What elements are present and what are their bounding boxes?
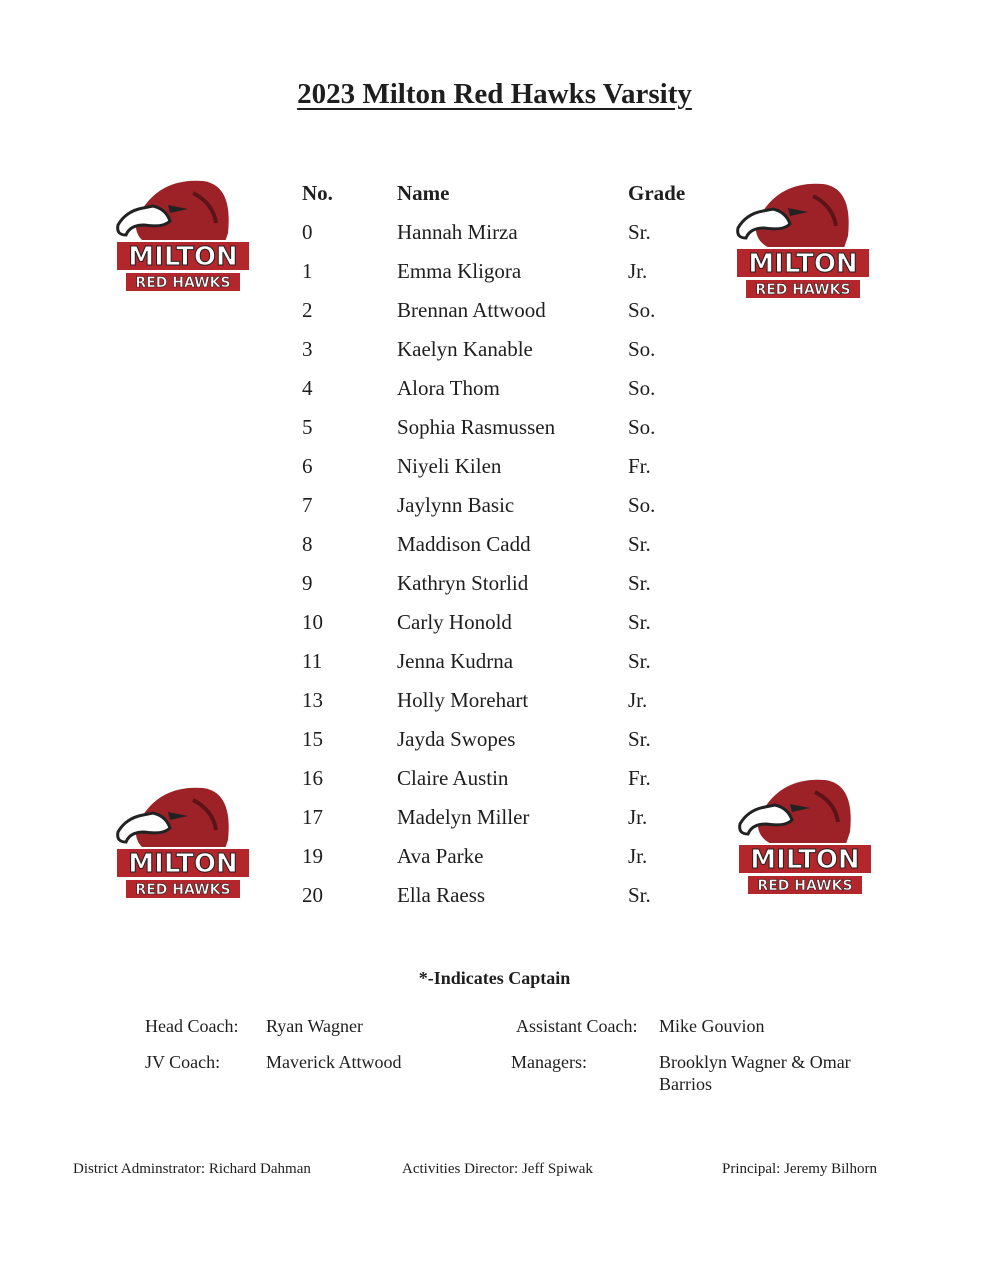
roster-row <box>302 882 722 921</box>
jv-coach-name: Maverick Attwood <box>266 1052 402 1072</box>
player-number: 13 <box>302 688 323 712</box>
player-grade: So. <box>628 376 656 400</box>
roster-row <box>302 336 722 375</box>
player-number: 2 <box>302 298 313 322</box>
assistant-coach-name: Mike Gouvion <box>659 1016 765 1036</box>
player-number: 6 <box>302 454 313 478</box>
roster-row <box>302 648 722 687</box>
managers-names: Brooklyn Wagner & Omar Barrios <box>659 1052 851 1094</box>
roster-row <box>302 375 722 414</box>
logo-text-milton: MILTON <box>748 249 858 279</box>
player-grade: Fr. <box>628 454 651 478</box>
player-number: 7 <box>302 493 313 517</box>
player-name: Jaylynn Basic <box>397 493 515 517</box>
player-grade: Sr. <box>628 649 651 673</box>
logo-text-red-hawks: RED HAWKS <box>755 282 851 298</box>
header-name: Name <box>397 181 450 205</box>
logo-text-red-hawks: RED HAWKS <box>757 878 853 894</box>
player-grade: Sr. <box>628 610 651 634</box>
hawk-logo-bottom-left <box>108 780 258 920</box>
roster-row <box>302 453 722 492</box>
player-name: Maddison Cadd <box>397 532 531 556</box>
captain-note: *-Indicates Captain <box>418 968 571 988</box>
logo-text-milton: MILTON <box>128 242 238 272</box>
player-number: 11 <box>302 649 323 673</box>
logo-text-red-hawks: RED HAWKS <box>135 275 231 291</box>
player-grade: Sr. <box>628 571 651 595</box>
player-number: 3 <box>302 337 313 361</box>
player-number: 1 <box>302 259 313 283</box>
player-name: Brennan Attwood <box>397 298 546 322</box>
player-name: Hannah Mirza <box>397 220 518 244</box>
player-name: Madelyn Miller <box>397 805 530 829</box>
player-number: 20 <box>302 883 323 907</box>
head-coach-name: Ryan Wagner <box>266 1016 363 1036</box>
player-number: 17 <box>302 805 323 829</box>
player-grade: Sr. <box>628 220 651 244</box>
roster-row <box>302 531 722 570</box>
player-name: Kathryn Storlid <box>397 571 529 595</box>
roster-row <box>302 843 722 882</box>
player-number: 4 <box>302 376 313 400</box>
hawk-logo-bottom-right <box>730 772 880 912</box>
roster-row <box>302 297 722 336</box>
roster-row <box>302 492 722 531</box>
player-name: Kaelyn Kanable <box>397 337 533 361</box>
player-name: Claire Austin <box>397 766 509 790</box>
player-number: 8 <box>302 532 313 556</box>
logo-text-milton: MILTON <box>750 845 860 875</box>
player-name: Emma Kligora <box>397 259 522 283</box>
district-administrator: District Adminstrator: Richard Dahman <box>73 1161 311 1177</box>
roster-row <box>302 570 722 609</box>
roster-row <box>302 726 722 765</box>
player-name: Ella Raess <box>397 883 486 907</box>
hawk-logo-top-left <box>108 173 258 313</box>
player-name: Sophia Rasmussen <box>397 415 556 439</box>
roster-row <box>302 765 722 804</box>
roster-row <box>302 687 722 726</box>
roster-row <box>302 219 722 258</box>
roster-row <box>302 414 722 453</box>
player-grade: So. <box>628 493 656 517</box>
player-name: Ava Parke <box>397 844 484 868</box>
player-number: 0 <box>302 220 313 244</box>
player-name: Carly Honold <box>397 610 512 634</box>
logo-text-milton: MILTON <box>128 849 238 879</box>
player-grade: Jr. <box>628 844 648 868</box>
header-grade: Grade <box>628 181 686 205</box>
player-grade: So. <box>628 298 656 322</box>
managers-label: Managers: <box>511 1052 587 1072</box>
player-grade: Fr. <box>628 766 651 790</box>
assistant-coach-label: Assistant Coach: <box>516 1016 638 1036</box>
player-number: 16 <box>302 766 323 790</box>
header-no: No. <box>302 181 333 205</box>
head-coach-label: Head Coach: <box>145 1016 239 1036</box>
player-name: Niyeli Kilen <box>397 454 502 478</box>
principal: Principal: Jeremy Bilhorn <box>722 1161 877 1177</box>
roster-header-row <box>302 180 722 219</box>
roster-row <box>302 804 722 843</box>
player-name: Alora Thom <box>397 376 500 400</box>
player-grade: Jr. <box>628 688 648 712</box>
activities-director: Activities Director: Jeff Spiwak <box>402 1161 593 1177</box>
player-number: 15 <box>302 727 323 751</box>
player-grade: Jr. <box>628 805 648 829</box>
player-grade: Sr. <box>628 883 651 907</box>
player-grade: So. <box>628 337 656 361</box>
player-name: Holly Morehart <box>397 688 529 712</box>
player-number: 5 <box>302 415 313 439</box>
player-name: Jayda Swopes <box>397 727 516 751</box>
player-number: 9 <box>302 571 313 595</box>
player-name: Jenna Kudrna <box>397 649 514 673</box>
player-grade: Jr. <box>628 259 648 283</box>
page-title: 2023 Milton Red Hawks Varsity <box>297 78 692 110</box>
player-grade: Sr. <box>628 532 651 556</box>
player-grade: So. <box>628 415 656 439</box>
player-number: 19 <box>302 844 323 868</box>
player-number: 10 <box>302 610 323 634</box>
logo-text-red-hawks: RED HAWKS <box>135 882 231 898</box>
roster-row <box>302 258 722 297</box>
jv-coach-label: JV Coach: <box>145 1052 221 1072</box>
roster-row <box>302 609 722 648</box>
hawk-logo-top-right <box>728 176 878 316</box>
roster-table <box>302 180 722 921</box>
player-grade: Sr. <box>628 727 651 751</box>
